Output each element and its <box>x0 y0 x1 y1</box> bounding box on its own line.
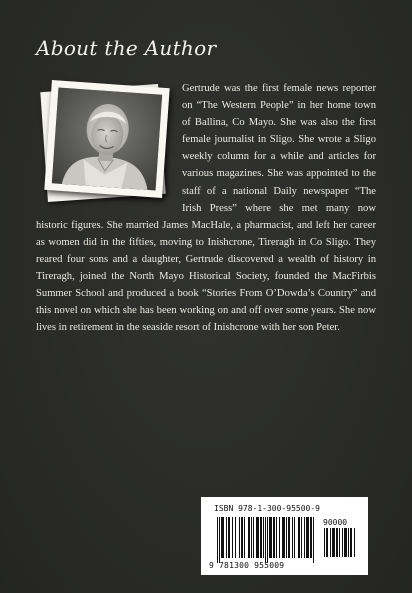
barcode-bar <box>298 517 300 558</box>
barcode-bar <box>324 528 325 557</box>
barcode-bar <box>326 528 328 557</box>
barcode-bar <box>235 517 236 558</box>
barcode-bar <box>354 528 355 557</box>
barcode-bar <box>248 517 250 558</box>
barcode-bar <box>288 517 290 558</box>
barcode-bar <box>226 517 227 558</box>
barcode-bar <box>217 517 218 563</box>
barcode-bar <box>344 528 347 557</box>
barcode-bar <box>306 517 309 558</box>
barcode-bar <box>256 517 259 558</box>
barcode-bar <box>267 517 268 563</box>
barcode-bar <box>310 517 312 558</box>
barcode-bar <box>221 517 224 558</box>
barcode-bar <box>251 517 252 558</box>
barcode-bar <box>263 517 264 558</box>
barcode-bar <box>342 528 343 557</box>
section-heading: About the Author <box>36 36 217 60</box>
barcode-bar <box>301 517 302 558</box>
barcode-bar <box>241 517 243 558</box>
barcode-bar <box>348 528 349 557</box>
isbn-barcode <box>201 497 368 575</box>
barcode-bar <box>304 517 305 558</box>
barcode-bars <box>217 517 315 563</box>
barcode-bar <box>276 517 277 558</box>
barcode-bar <box>232 517 233 558</box>
barcode-bar <box>339 528 340 557</box>
barcode-bar <box>332 528 335 557</box>
barcode-bar <box>260 517 262 558</box>
barcode-bar <box>265 517 266 563</box>
author-portrait-image <box>52 87 162 190</box>
author-bio-text: Gertrude was the first female news reporter on “The Western People” in her home town of Ballina, Co Mayo. She was also the first female journalist in Sligo. She wrote a Sligo weekly column for a while and articles for various magazines. She was appointed to the staff of a national Daily newspaper “The Irish Press” where she met many now historic figures. She married James MacHale, a pharmacist, and left her career as women did in the fifties, moving to Inishcrone, Tireragh in Co Sligo. They reared four sons and a daughter, Gertrude discovered a wealth of history in Tireragh, joined the North Mayo Historical Society, founded the MacFirbis Summer School and produced a book “Stories From O’Dowda’s Country” and this novel on which she has been working on and off over some years. She now lives in retirement in the seaside resort of Inishcrone with her son Peter. <box>36 83 376 334</box>
barcode-bar <box>292 517 293 558</box>
barcode-bar <box>330 528 331 557</box>
barcode-bar <box>294 517 295 558</box>
barcode-bar <box>350 528 352 557</box>
barcode-bar <box>282 517 285 558</box>
isbn-label: ISBN 978-1-300-95500-9 <box>214 504 320 513</box>
barcode-digits: 9 781300 955009 <box>209 561 285 570</box>
barcode-bar <box>336 528 338 557</box>
barcode-bar <box>253 517 254 558</box>
barcode-bar <box>228 517 230 558</box>
addon-barcode-bars <box>324 528 358 570</box>
barcode-bar <box>286 517 287 558</box>
barcode-bar <box>273 517 275 558</box>
barcode-bar <box>244 517 245 558</box>
barcode-bar <box>269 517 272 558</box>
barcode-bar <box>313 517 314 563</box>
photo-front-frame <box>44 80 169 198</box>
barcode-bar <box>219 517 220 563</box>
author-photo <box>38 80 176 208</box>
price-code: 90000 <box>323 518 348 527</box>
barcode-bar <box>279 517 280 558</box>
barcode-bar <box>239 517 240 558</box>
